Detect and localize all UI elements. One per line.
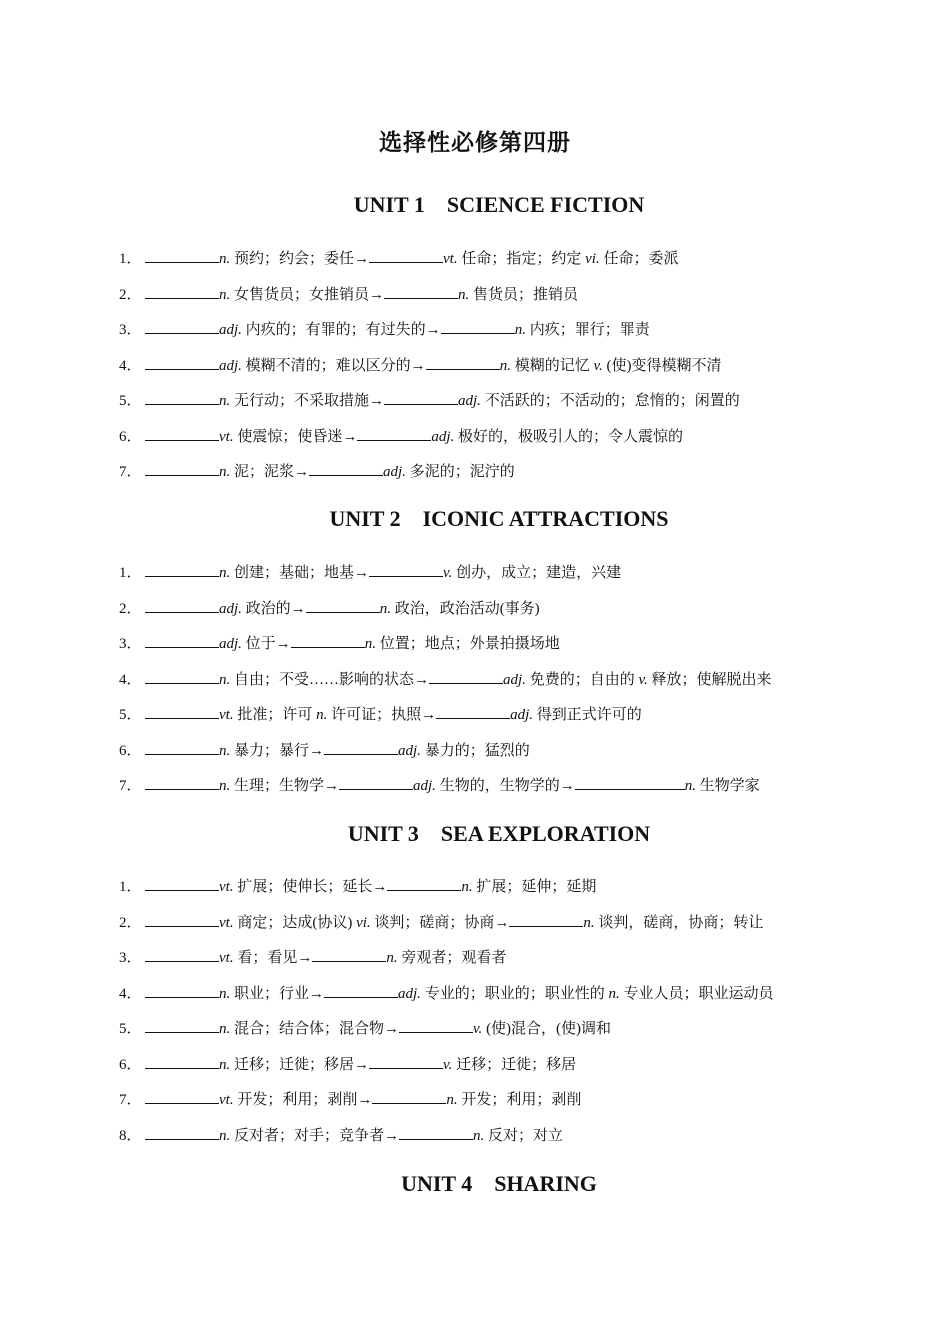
answer-blank[interactable] — [369, 248, 443, 263]
entry-number: 4． — [119, 672, 142, 688]
vocab-entry: 4． n. 职业；行业→ adj. 专业的；职业的；职业性的 n. 专业人员；职业运动员 — [119, 983, 773, 1004]
answer-blank[interactable] — [145, 1089, 219, 1104]
answer-blank[interactable] — [145, 1054, 219, 1069]
answer-blank[interactable] — [145, 876, 219, 891]
answer-blank[interactable] — [369, 562, 443, 577]
answer-blank[interactable] — [145, 669, 219, 684]
vocab-entry: 8． n. 反对者；对手；竞争者→ n. 反对；对立 — [119, 1125, 563, 1146]
answer-blank[interactable] — [145, 426, 219, 441]
answer-blank[interactable] — [357, 426, 431, 441]
page-title: 选择性必修第四册 — [379, 130, 571, 155]
vocab-entry: 3． vt. 看；看见→ n. 旁观者；观看者 — [119, 947, 506, 968]
vocab-entry: 6． vt. 使震惊；使昏迷→ adj. 极好的，极吸引人的；令人震惊的 — [119, 426, 683, 447]
entry-number: 5． — [119, 1021, 142, 1037]
answer-blank[interactable] — [399, 1018, 473, 1033]
answer-blank[interactable] — [145, 775, 219, 790]
answer-blank[interactable] — [339, 775, 413, 790]
answer-blank[interactable] — [145, 983, 219, 998]
answer-blank[interactable] — [145, 947, 219, 962]
vocab-entry: 5． n. 混合；结合体；混合物→ v. (使)混合，(使)调和 — [119, 1018, 611, 1039]
vocab-entry: 2． vt. 商定；达成(协议) vi. 谈判；磋商；协商→ n. 谈判，磋商，协商；转让 — [119, 912, 763, 933]
entry-number: 2． — [119, 287, 142, 303]
answer-blank[interactable] — [145, 912, 219, 927]
vocab-entry: 7． vt. 开发；利用；剥削→ n. 开发；利用；剥削 — [119, 1089, 581, 1110]
vocab-entry: 1． n. 预约；约会；委任→ vt. 任命；指定；约定 vi. 任命；委派 — [119, 248, 678, 269]
vocab-entry: 2． adj. 政治的→ n. 政治，政治活动(事务) — [119, 598, 540, 619]
vocab-entry: 6． n. 迁移；迁徙；移居→ v. 迁移；迁徙；移居 — [119, 1054, 576, 1075]
answer-blank[interactable] — [575, 775, 685, 790]
vocab-entry: 4． adj. 模糊不清的；难以区分的→ n. 模糊的记忆 v. (使)变得模糊不清 — [119, 355, 722, 376]
entry-number: 1． — [119, 565, 142, 581]
entry-number: 6． — [119, 1057, 142, 1073]
answer-blank[interactable] — [145, 704, 219, 719]
answer-blank[interactable] — [145, 1018, 219, 1033]
unit-1-heading: UNIT 1 SCIENCE FICTION — [353, 192, 645, 217]
answer-blank[interactable] — [145, 740, 219, 755]
vocab-entry: 6． n. 暴力；暴行→ adj. 暴力的；猛烈的 — [119, 740, 530, 761]
answer-blank[interactable] — [145, 355, 219, 370]
entry-number: 8． — [119, 1128, 142, 1144]
answer-blank[interactable] — [145, 633, 219, 648]
entry-number: 5． — [119, 707, 142, 723]
answer-blank[interactable] — [145, 461, 219, 476]
answer-blank[interactable] — [441, 319, 515, 334]
entry-number: 2． — [119, 601, 142, 617]
entry-number: 2． — [119, 915, 142, 931]
unit-2-heading: UNIT 2 ICONIC ATTRACTIONS — [329, 506, 669, 531]
entry-number: 7． — [119, 1092, 142, 1108]
answer-blank[interactable] — [145, 1125, 219, 1140]
answer-blank[interactable] — [369, 1054, 443, 1069]
vocab-entry: 4． n. 自由；不受……影响的状态→ adj. 免费的；自由的 v. 释放；使解脱出来 — [119, 669, 772, 690]
vocab-entry: 3． adj. 内疚的；有罪的；有过失的→ n. 内疚；罪行；罪责 — [119, 319, 650, 340]
vocab-entry: 1． vt. 扩展；使伸长；延长→ n. 扩展；延伸；延期 — [119, 876, 596, 897]
entry-number: 6． — [119, 743, 142, 759]
vocab-entry: 7． n. 泥；泥浆→ adj. 多泥的；泥泞的 — [119, 461, 515, 482]
entry-number: 7． — [119, 778, 142, 794]
vocab-entry: 3． adj. 位于→ n. 位置；地点；外景拍摄场地 — [119, 633, 560, 654]
answer-blank[interactable] — [291, 633, 365, 648]
answer-blank[interactable] — [384, 284, 458, 299]
answer-blank[interactable] — [145, 284, 219, 299]
entry-number: 3． — [119, 950, 142, 966]
entry-number: 5． — [119, 393, 142, 409]
answer-blank[interactable] — [324, 740, 398, 755]
vocab-entry: 2． n. 女售货员；女推销员→ n. 售货员；推销员 — [119, 284, 578, 305]
answer-blank[interactable] — [436, 704, 510, 719]
entry-number: 7． — [119, 464, 142, 480]
answer-blank[interactable] — [145, 598, 219, 613]
answer-blank[interactable] — [145, 562, 219, 577]
entry-number: 4． — [119, 358, 142, 374]
entry-number: 1． — [119, 251, 142, 267]
answer-blank[interactable] — [145, 390, 219, 405]
unit-3-heading: UNIT 3 SEA EXPLORATION — [347, 821, 651, 846]
answer-blank[interactable] — [306, 598, 380, 613]
vocab-entry: 1． n. 创建；基础；地基→ v. 创办，成立；建造，兴建 — [119, 562, 621, 583]
entry-number: 6． — [119, 429, 142, 445]
entry-number: 4． — [119, 986, 142, 1002]
answer-blank[interactable] — [426, 355, 500, 370]
unit-4-heading: UNIT 4 SHARING — [401, 1171, 597, 1196]
vocab-entry: 5． n. 无行动；不采取措施→ adj. 不活跃的；不活动的；怠惰的；闲置的 — [119, 390, 740, 411]
answer-blank[interactable] — [372, 1089, 446, 1104]
answer-blank[interactable] — [387, 876, 461, 891]
answer-blank[interactable] — [324, 983, 398, 998]
answer-blank[interactable] — [384, 390, 458, 405]
answer-blank[interactable] — [429, 669, 503, 684]
answer-blank[interactable] — [145, 248, 219, 263]
entry-number: 3． — [119, 636, 142, 652]
answer-blank[interactable] — [312, 947, 386, 962]
vocab-entry: 5． vt. 批准；许可 n. 许可证；执照→ adj. 得到正式许可的 — [119, 704, 642, 725]
vocab-entry: 7． n. 生理；生物学→ adj. 生物的，生物学的→ n. 生物学家 — [119, 775, 760, 796]
entry-number: 1． — [119, 879, 142, 895]
answer-blank[interactable] — [509, 912, 583, 927]
entry-number: 3． — [119, 322, 142, 338]
answer-blank[interactable] — [309, 461, 383, 476]
answer-blank[interactable] — [145, 319, 219, 334]
answer-blank[interactable] — [399, 1125, 473, 1140]
